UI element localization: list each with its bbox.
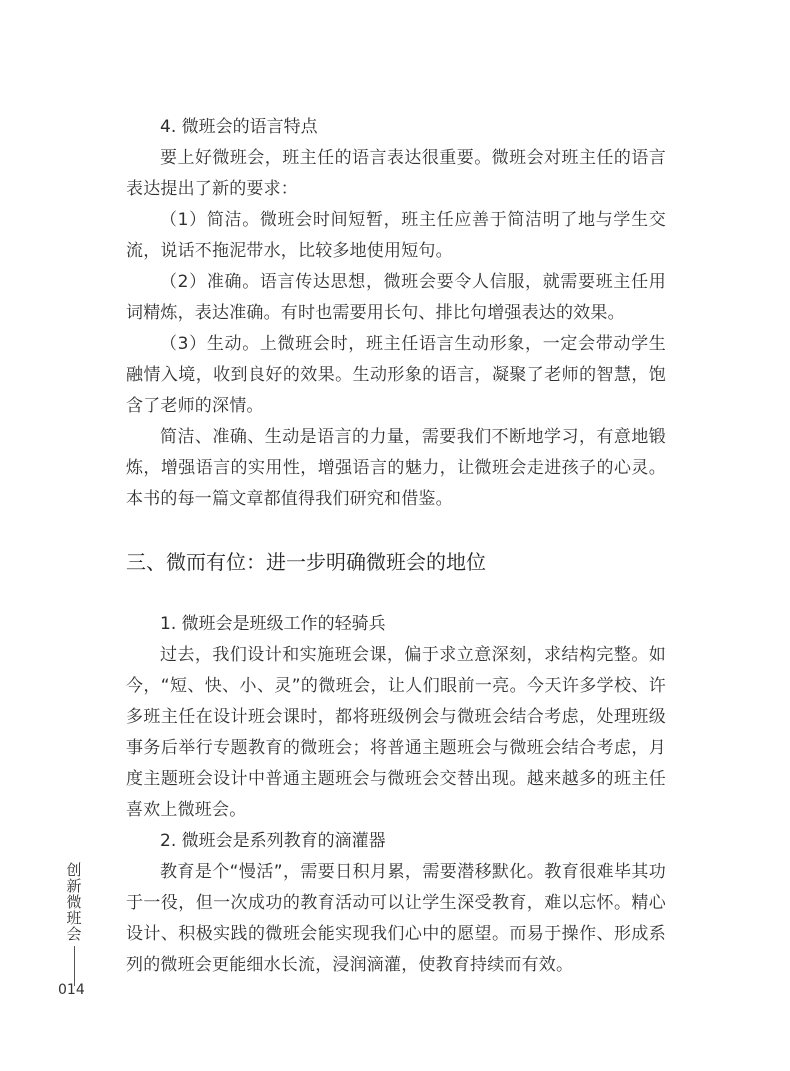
paragraph-item-concise: （1）简洁。微班会时间短暂，班主任应善于简洁明了地与学生交流，说话不拖泥带水，比较多地使用短句。: [126, 210, 666, 261]
paragraph-light-cavalry: 过去，我们设计和实施班会课，偏于求立意深刻，求结构完整。如今，“短、快、小、灵”的微班会，让人们眼前一亮。今天许多学校、许多班主任在设计班会课时，都将班级例会与微班会结合考虑，处理班级事务后举行专题教育的微班会；将普通主题班会与微班会结合考虑，月度主题班会设计中普通主题班会与微班会交替出现。越来越多的班主任喜欢上微班会。: [126, 645, 666, 820]
running-title: [62, 862, 86, 986]
paragraph-drip-irrigation: 教育是个“慢活”，需要日积月累，需要潜移默化。教育很难毕其功于一役，但一次成功的教育活动可以让学生深受教育，难以忘怀。精心设计、积极实践的微班会能实现我们心中的愿望。而易于操作、形成系列的微班会更能细水长流，浸润滴灌，使教育持续而有效。: [126, 862, 666, 975]
title-rule: [74, 946, 75, 986]
book-title: 创新微班会: [64, 862, 83, 942]
paragraph-intro: 要上好微班会，班主任的语言表达很重要。微班会对班主任的语言表达提出了新的要求：: [126, 148, 666, 199]
subheading-light-cavalry: 1. 微班会是班级工作的轻骑兵: [160, 614, 386, 634]
paragraph-item-vivid: （3）生动。上微班会时，班主任语言生动形象，一定会带动学生融情入境，收到良好的效果。生动形象的语言，凝聚了老师的智慧，饱含了老师的深情。: [126, 334, 666, 416]
subheading-language-features: 4. 微班会的语言特点: [160, 117, 318, 137]
page-number: 014: [58, 982, 85, 998]
section-heading: 三、微而有位：进一步明确微班会的地位: [126, 550, 486, 574]
paragraph-conclusion: 简洁、准确、生动是语言的力量，需要我们不断地学习，有意地锻炼，增强语言的实用性，增强语言的魅力，让微班会走进孩子的心灵。本书的每一篇文章都值得我们研究和借鉴。: [126, 427, 666, 509]
paragraph-item-accurate: （2）准确。语言传达思想，微班会要令人信服，就需要班主任用词精炼，表达准确。有时也需要用长句、排比句增强表达的效果。: [126, 272, 666, 323]
subheading-drip-irrigation: 2. 微班会是系列教育的滴灌器: [160, 831, 386, 851]
page-content: [126, 112, 666, 981]
